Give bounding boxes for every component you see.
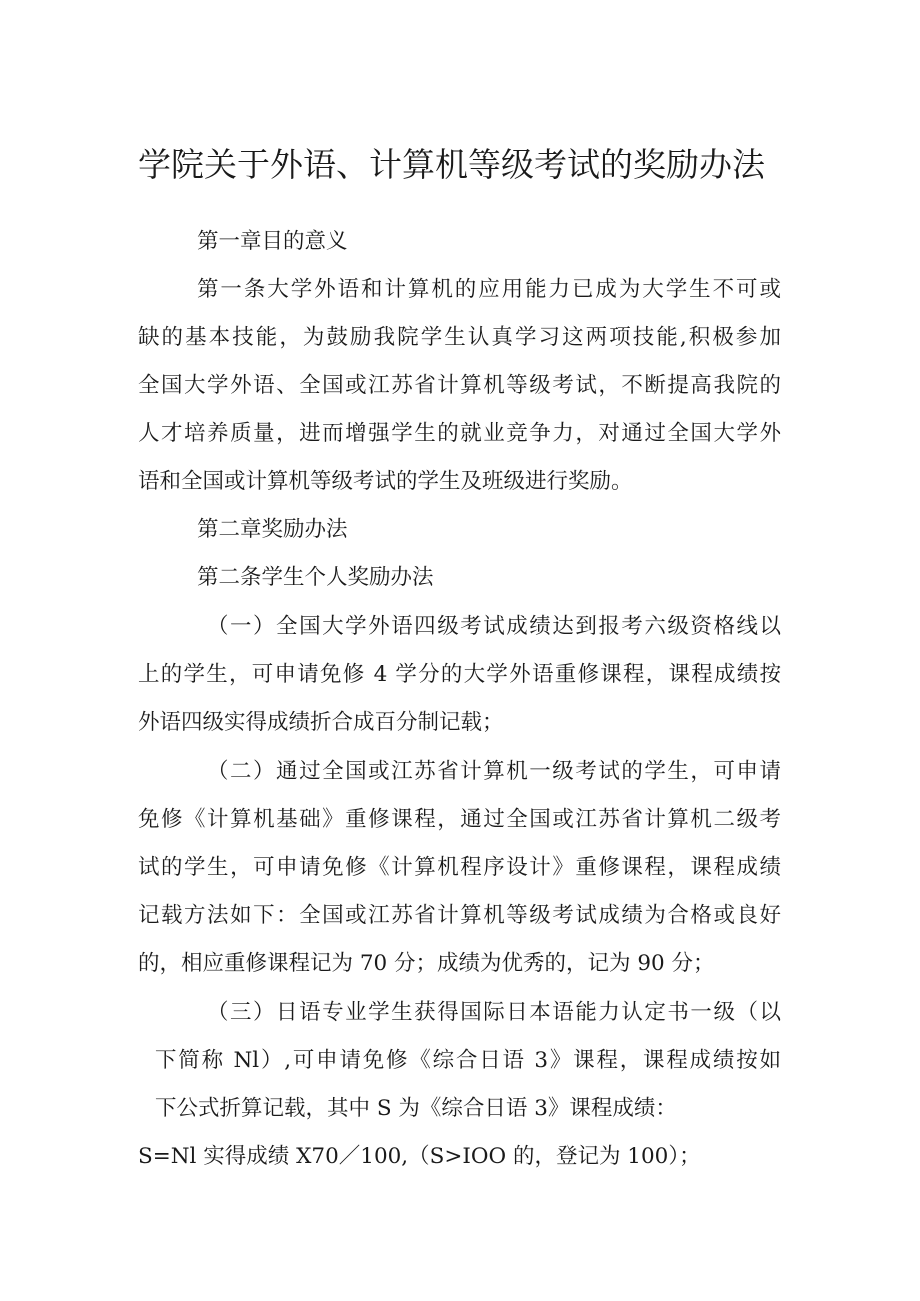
item-3-line: 下公式折算记载，其中 S 为《综合日语 3》课程成绩： [155, 1096, 677, 1121]
article-1-line: 全国大学外语、全国或江苏省计算机等级考试，不断提高我院的 [138, 373, 781, 398]
item-3-line: （三）日语专业学生获得国际日本语能力认定书一级（以 [207, 1000, 781, 1025]
item-2-line: 免修《计算机基础》重修课程，通过全国或江苏省计算机二级考 [138, 807, 781, 832]
article-1-line: 人才培养质量，进而增强学生的就业竞争力，对通过全国大学外 [138, 421, 781, 446]
item-1-line: 外语四级实得成绩折合成百分制记载； [138, 710, 504, 735]
document-title: 学院关于外语、计算机等级考试的奖励办法 [138, 145, 765, 184]
item-2-line: 试的学生，可申请免修《计算机程序设计》重修课程，课程成绩 [138, 855, 781, 880]
article-2-heading: 第二条学生个人奖励办法 [197, 565, 434, 590]
item-3-line: 下简称 Nl）,可申请免修《综合日语 3》课程，课程成绩按如 [155, 1048, 781, 1073]
formula-line: S=Nl 实得成绩 X70／100,（S>IOO 的，登记为 100）； [138, 1144, 701, 1169]
item-2-line: 记载方法如下：全国或江苏省计算机等级考试成绩为合格或良好 [138, 903, 781, 928]
item-2-line: （二）通过全国或江苏省计算机一级考试的学生，可申请 [207, 759, 781, 784]
article-1-line: 缺的基本技能，为鼓励我院学生认真学习这两项技能,积极参加 [138, 325, 781, 350]
article-1-line: 第一条大学外语和计算机的应用能力已成为大学生不可或 [197, 277, 781, 302]
chapter-1-heading: 第一章目的意义 [197, 229, 348, 254]
item-1-line: 上的学生，可申请免修 4 学分的大学外语重修课程，课程成绩按 [138, 662, 781, 687]
item-1-line: （一）全国大学外语四级考试成绩达到报考六级资格线以 [207, 614, 781, 639]
item-2-line: 的，相应重修课程记为 70 分；成绩为优秀的，记为 90 分； [138, 951, 715, 976]
chapter-2-heading: 第二章奖励办法 [197, 517, 348, 542]
article-1-line: 语和全国或计算机等级考试的学生及班级进行奖励。 [138, 469, 633, 494]
